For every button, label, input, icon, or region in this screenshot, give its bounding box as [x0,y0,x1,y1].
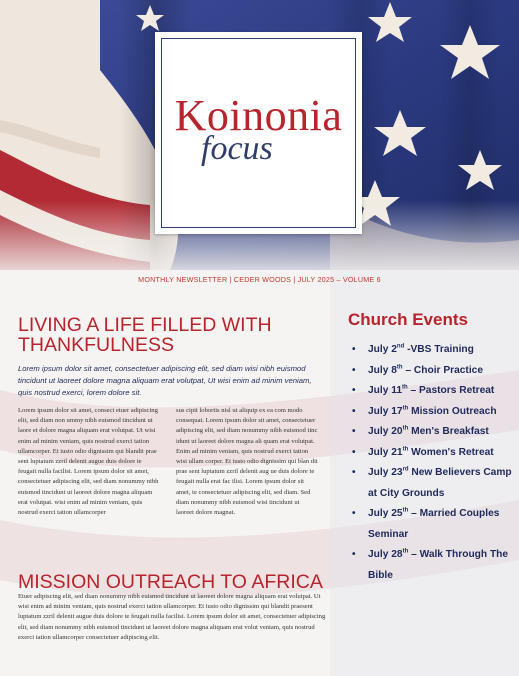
bullet-icon: • [352,426,356,437]
event-text: – Married Couples Seminar [368,508,500,540]
event-month: July [368,446,389,458]
event-item [346,422,514,443]
events-title: Church Events [348,310,468,329]
article2-headline: MISSION OUTREACH TO AFRICA [18,571,323,593]
event-month: July [368,508,389,519]
event-day-suffix: th [402,446,409,453]
bullet-icon: • [352,549,356,560]
article1-column-1: Lorem ipsum dolor sit amet, consect etuer adipiscing elit, sed diam non ummy nibh euismod tincidunt ut laore et dolore magna aliquam erat volutpat. Ut wisi enim ad minim veniam, quis nostrud exerci tation ullamcorper. Et iusto odio dignissim qui blandit prae sent luptatum zzril delenit augue duis dolore te feugait nulla facilisi. Lorem ipsum dolor sit amet, consectetuer adipiscing elit, sed diam nonummy nibh euismod tincidunt ut laoreet dolore magna aliquam erat volutpat. wisi enim ad minim veniam, quis nostrud exerci tation ullamcorper [18,407,159,517]
event-month: July [368,364,389,376]
event-text: – Choir Practice [402,364,483,376]
event-day: 17 [391,405,403,417]
event-month: July [368,467,389,478]
event-month: July [368,385,389,396]
event-day: 25 [391,508,403,519]
event-text: – Pastors Retreat [407,385,495,396]
bullet-icon: • [352,508,356,519]
event-month: July [368,344,389,355]
article1-column-2: sus cipit lobortis nisl ut aliquip ex ea com modo consequat. Lorem ipsum dolor sit amet, consectetuer adipiscing elit, sed diam nonummy nibh euismod tinc idunt ut laoreet dolore magna ali quam erat volutpat. Enim ad minim veniam, quis nostrud exerci tation wisi ullam corper. Et iusto odio dignissim qui blan dit prae sent luptatum zzril delenit aug ue duis dolore te feugait nulla erat fac ilisi. Lorem ipsum dolor sit amet, te consectetuer adipiscing elit, sed diam. Sed diam nonummy nibh euismod wisi tincidunt ut laoreet dolore magnat. [176,407,318,517]
event-day: 8 [391,364,397,376]
event-day: 21 [391,446,403,458]
event-day-suffix: nd [396,343,405,350]
bullet-icon: • [352,405,356,417]
event-month: July [368,405,389,417]
event-item [346,545,514,586]
event-text: Men's Breakfast [408,426,489,437]
event-item [346,340,514,361]
event-text: – Walk Through The Bible [368,549,509,581]
event-day-suffix: th [402,507,409,514]
event-item [346,381,514,402]
event-day: 20 [391,426,403,437]
event-day-suffix: th [402,425,409,432]
event-day-suffix: th [402,384,408,391]
event-item [346,463,514,504]
event-day-suffix: rd [402,466,409,473]
event-day-suffix: th [402,548,409,555]
article1-lead: Lorem ipsum dolor sit amet, consectetuer adipiscing elit, sed diam wisi nibh euismod tincidunt ut laoreet dolore magna aliquam erat volutpat, Ut wisi enim ad minim veniam, quis nostrud exerci, lorem dolore sit. [18,364,312,397]
event-month: July [368,549,389,560]
event-item [346,443,514,464]
event-month: July [368,426,389,437]
event-text: Mission Outreach [408,405,497,417]
logo-box [155,32,362,234]
event-item [346,504,514,545]
bullet-icon: • [352,344,356,355]
article1-headline: LIVING A LIFE FILLED WITH THANKFULNESS [18,314,272,357]
flag-hero-image [0,0,519,270]
events-list [346,340,514,586]
event-item [346,402,514,423]
bullet-icon: • [352,364,356,376]
event-day: 2 [391,344,397,355]
event-text: New Believers Camp at City Grounds [368,467,512,499]
event-item [346,361,514,382]
newsletter-masthead: MONTHLY NEWSLETTER | CEDER WOODS | JULY 2025 – VOLUME 6 [138,275,381,284]
event-day: 23 [391,467,403,478]
bullet-icon: • [352,446,356,458]
logo-subtitle: focus [201,130,273,167]
bullet-icon: • [352,467,356,478]
event-day-suffix: th [402,405,409,412]
event-day: 28 [391,549,403,560]
event-text: Women's Retreat [408,446,494,458]
article2-body: Etuer adipiscing elit, sed diam nonummy nibh euismod tincidunt ut laoreet dolore magna aliquam erat volutpat. Ut wisi enim ad minim veniam, quis nostrud exerci tation ullamcorper. Et iusto odio dignissim qui blandit praesent luptatum zzril delenit augue duis dolore te feugait nulla facilisi. Lorem ipsum dolor sit amet, consectetuer adipiscing elit, sed diam nonummy nibh euismod tincidunt ut laoreet dolore magna aliquam erat volut veniam, quis nostrud exerci tation ullamcorper consectetuer adipiscing elit. [18,593,326,641]
bullet-icon: • [352,385,356,396]
logo-title: Koinonia [174,91,343,140]
event-text: -VBS Training [404,344,474,355]
event-day: 11 [391,385,403,396]
event-day-suffix: th [396,364,403,371]
